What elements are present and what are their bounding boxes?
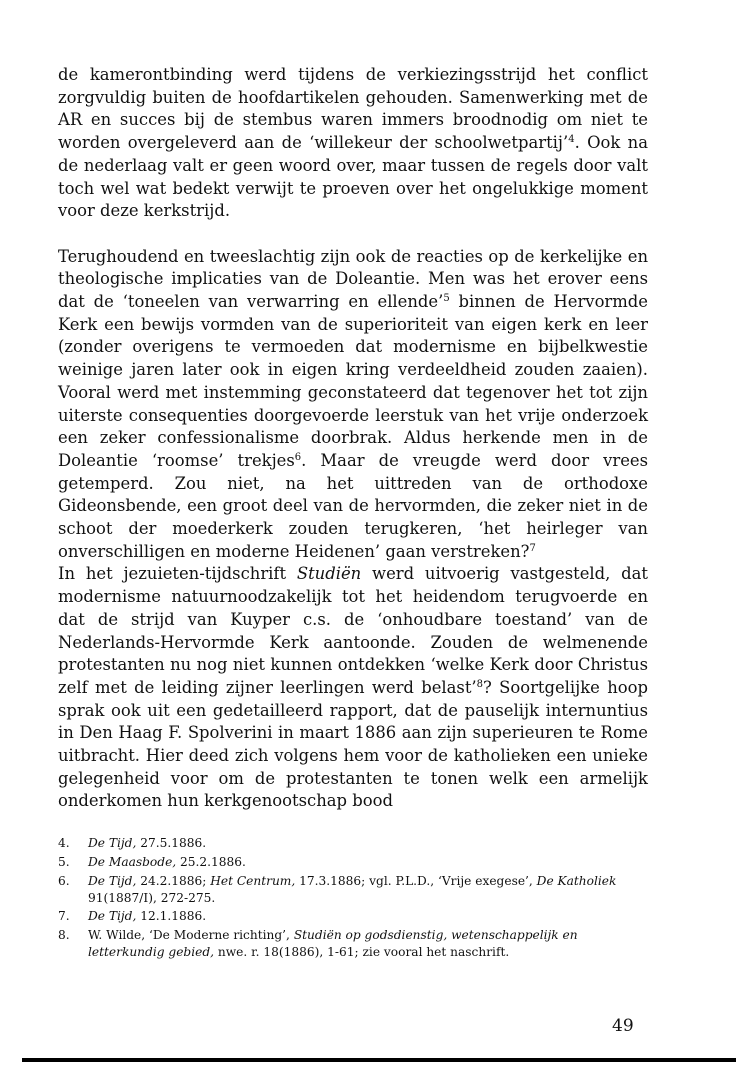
paragraph-text: Terughoudend en tweeslachtig zijn ook de reacties op de kerkelijke en theologische implicaties van de Doleantie. Men was het erover eens dat de ‘toneelen van verwarring en ellende’ [58, 246, 648, 312]
footnote-detail: 91(1887/I), 272-275. [88, 890, 216, 905]
source-title: Het Centrum, [210, 873, 296, 888]
paragraph-1 [58, 64, 648, 223]
footnote-detail: 12.1.1886. [136, 909, 207, 924]
footnote-detail: 27.5.1886. [136, 836, 207, 851]
source-title: De Maasbode, [88, 854, 177, 869]
paragraph-text: werd uitvoerig vastgesteld, dat modernisme natuurnoodzakelijk tot het heidendom terugvoerde en dat de strijd van Kuyper c.s. de ‘onhoudbare toestand’ van de Nederlands-Hervormde Kerk aantoonde. Zouden de welmenende protestanten nu nog niet kunnen ontdekken ‘welke Kerk door Christus zelf met de leiding zijner leerlingen werd belast’ [58, 564, 648, 697]
paragraph-3 [58, 563, 648, 813]
source-title: De Katholiek [536, 873, 617, 888]
paragraph-text: . Ook na de nederlaag valt er geen woord over, maar tussen de regels door valt toch wel wat bedekt verwijt te proeven over het ongelukkige moment voor deze kerkstrijd. [58, 133, 649, 221]
footnote-text [88, 835, 648, 852]
footnote-detail: 25.2.1886. [176, 854, 246, 869]
paragraph-text: In het jezuieten-tijdschrift [58, 564, 297, 584]
footnote-number: 6. [58, 873, 70, 888]
footnote-4 [58, 835, 648, 852]
footnote-text [88, 908, 648, 925]
source-title: De Tijd, [88, 873, 137, 888]
paragraph-text: . Maar de vreugde werd door vrees getemperd. Zou niet, na het uittreden van de orthodoxe Gideonsbende, een groot deel van de hervormden, die zeker niet in de schoot der moederkerk zouden terugkeren, ‘het heirleger van onverschilligen en moderne Heidenen’ gaan verstreken? [58, 450, 649, 561]
footnote-ref-5[interactable]: 5 [443, 293, 450, 305]
bottom-rule [22, 1058, 736, 1062]
footnote-ref-7[interactable]: 7 [529, 542, 536, 554]
footnote-number: 8. [58, 928, 70, 943]
footnote-number: 4. [58, 836, 70, 851]
paragraph-2 [58, 246, 648, 564]
footnotes [58, 835, 648, 961]
footnote-ref-8[interactable]: 8 [476, 678, 483, 690]
footnote-ref-4[interactable]: 4 [568, 134, 575, 146]
footnote-number: 5. [58, 854, 70, 869]
source-title: De Tijd, [88, 909, 137, 924]
page-number: 49 [612, 1016, 634, 1036]
source-title: De Tijd, [88, 836, 137, 851]
footnote-detail: 24.2.1886; [136, 873, 211, 888]
footnote-text [88, 927, 648, 961]
footnote-text [88, 873, 648, 907]
paragraph-text: binnen de Hervormde Kerk een bewijs vormden van de superioriteit van eigen kerk en leer (zonder overigens te vermoeden dat modernisme en bijbelkwestie weinige jaren later ook in eigen kring verdeeldheid zouden zaaien). Vooral werd met instemming geconstateerd dat tegenover het tot zijn uiterste consequenties doorgevoerde leerstuk van het vrije onderzoek een zeker confessionalisme doorbrak. Aldus herkende men in de Doleantie ‘roomse’ trekjes [58, 292, 649, 470]
page-body [58, 64, 648, 963]
footnote-5 [58, 854, 648, 871]
footnote-6 [58, 873, 648, 907]
footnote-8 [58, 927, 648, 961]
footnote-detail: 17.3.1886; vgl. P.L.D., ‘Vrije exegese’, [295, 873, 537, 888]
footnote-detail: W. Wilde, ‘De Moderne richting’, [88, 928, 294, 943]
paragraph-text: ? Soortgelijke hoop sprak ook uit een gedetailleerd rapport, dat de pauselijk internuntius in Den Haag F. Spolverini in maart 1886 aan zijn superieuren te Rome uitbracht. Hier deed zich volgens hem voor de katholieken een unieke gelegenheid voor om de protestanten te tonen welk een armelijk onderkomen hun kerkgenootschap bood [58, 677, 648, 811]
source-title: Studiën op godsdienstig, wetenschappelijk en letterkundig gebied, [88, 928, 578, 959]
footnote-7 [58, 908, 648, 925]
footnote-ref-6[interactable]: 6 [294, 451, 302, 463]
footnote-number: 7. [58, 909, 70, 924]
journal-title: Studiën [296, 564, 362, 584]
footnote-detail: nwe. r. 18(1886), 1-61; zie vooral het naschrift. [214, 944, 510, 959]
paragraph-text: de kamerontbinding werd tijdens de verkiezingsstrijd het conflict zorgvuldig buiten de hoofdartikelen gehouden. Samenwerking met de AR en succes bij de stembus waren immers broodnodig om niet te worden overgeleverd aan de ‘willekeur der schoolwetpartij’ [58, 65, 648, 153]
footnote-text [88, 854, 648, 871]
